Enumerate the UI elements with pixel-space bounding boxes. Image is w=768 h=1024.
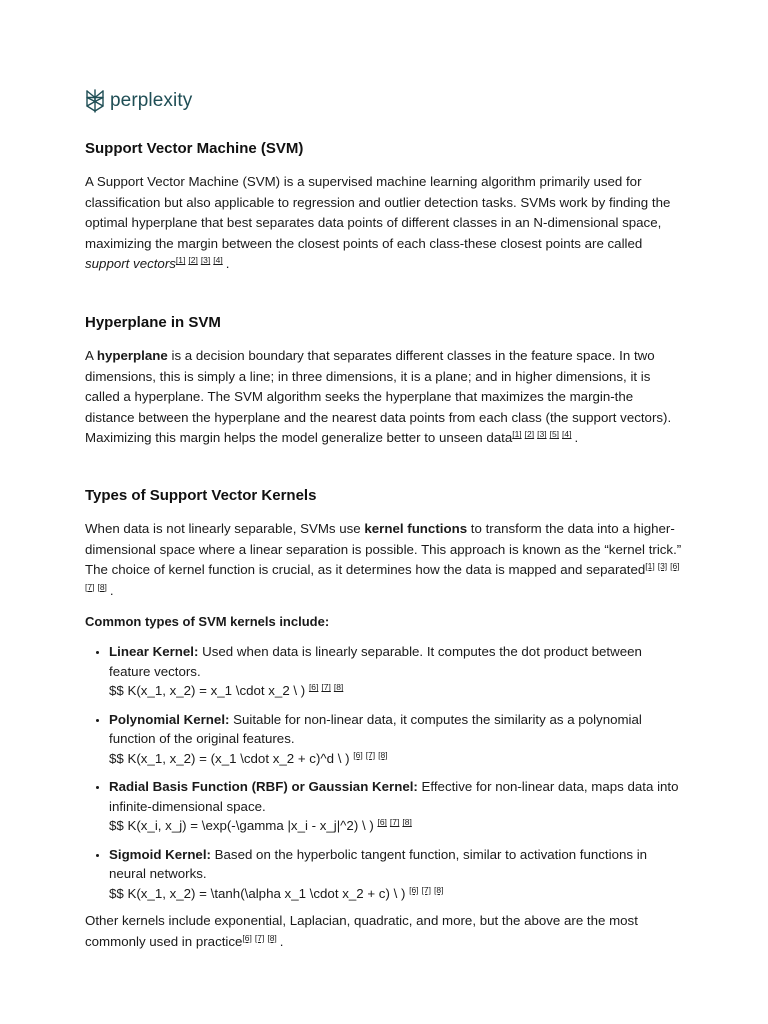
citation-link[interactable]: [3] [537,429,547,440]
citations [512,429,574,439]
item-description: Used when data is linearly separable. It computes the dot product between feature vectors. [109,644,642,679]
item-description: Suitable for non-linear data, it computes the similarity as a polynomial function of the original features. [109,711,642,747]
item-description: Effective for non-linear data, maps data into infinite-dimensional space. [109,779,679,814]
perplexity-logo-icon [85,89,105,113]
citation-link[interactable]: [8] [333,682,344,693]
citation-link[interactable]: [6] [242,932,252,943]
paragraph-text: A Support Vector Machine (SVM) is a supervised machine learning algorithm primarily used for classification but also applicable to regression and outlier detection tasks. SVMs work by finding the optimal hyperplane that best separates data points of different classes in an N-dimensional space, maximizing the margin between the closest points of each class-these closest points are called [85,174,671,251]
citations [242,933,279,943]
paragraph-other-kernels: Other kernels include exponential, Laplacian, quadratic, and more, but the above are the most commonly used in practice[6] [7] [8] . [85,913,638,949]
citation-link[interactable]: [3] [200,255,211,266]
list-item-rbf-kernel [109,777,685,836]
paragraph-text: to transform the data into a higher-dimensional space where a linear separation is possible. This approach is known as the “kernel trick.” The choice of kernel function is crucial, as it determines how the data is mapped and separated [85,520,682,578]
citation-link[interactable]: [6] [409,884,419,895]
paragraph-hyperplane: A hyperplane is a decision boundary that separates different classes in the feature space. In two dimensions, this is simply a line; in three dimensions, it is a plane; and in higher dimensions, it is called a hyperplane. The SVM algorithm seeks the hyperplane that maximizes the margin-the distance between the hyperplane and the nearest data points from each class (the support vectors). Maximizing this margin helps the model generalize better to unseen data[1] [2] [3] [5] [4] . [85,347,672,446]
citation-link[interactable]: [1] [512,429,522,440]
heading-kernels: Types of Support Vector Kernels [85,486,317,504]
citation-link[interactable]: [6] [308,682,319,693]
kernel-list [85,642,685,903]
item-formula: $$ K(x_1, x_2) = \tanh(\alpha x_1 \cdot x_2 + c) \ ) [109,885,406,901]
citation-link[interactable]: [5] [549,429,560,440]
paragraph-text: is a decision boundary that separates different classes in the feature space. In two dimensions, this is simply a line; in three dimensions, it is a plane; and in higher dimensions, it is called a hyperplane. The SVM algorithm seeks the hyperplane that maximizes the margin-the distance between the hyperplane and the nearest data points from each class (the support vectors). Maximizing this margin helps the model generalize better to unseen data [85,347,672,446]
list-item-polynomial-kernel [109,710,685,769]
citation-link[interactable]: [8] [434,884,444,895]
citation-link[interactable]: [8] [378,749,388,760]
article-content [85,138,685,953]
heading-svm: Support Vector Machine (SVM) [85,140,304,157]
item-title: Radial Basis Function (RBF) or Gaussian Kernel: [109,779,418,795]
citations [409,885,446,895]
heading-hyperplane: Hyperplane in SVM [85,313,221,331]
item-description: Based on the hyperbolic tangent function, similar to activation functions in neural networks. [109,846,648,882]
citations [353,750,390,760]
bold-hyperplane: hyperplane [96,347,168,363]
citation-link[interactable]: [8] [97,581,107,592]
citations [309,682,346,692]
citation-link[interactable]: [7] [321,682,331,693]
citation-link[interactable]: [7] [365,749,376,760]
item-formula: $$ K(x_i, x_j) = \exp(-\gamma |x_i - x_j|^2) \ ) [109,818,374,834]
citation-link[interactable]: [7] [421,884,431,895]
item-title: Polynomial Kernel: [109,711,230,727]
emphasis-support-vectors: support vectors [85,256,176,272]
list-item-linear-kernel [109,642,685,701]
item-formula: $$ K(x_1, x_2) = (x_1 \cdot x_2 + c)^d \ ) [109,750,350,766]
citation-link[interactable]: [4] [562,429,572,440]
perplexity-logo [85,89,192,113]
citation-link[interactable]: [1] [175,255,186,266]
citation-link[interactable]: [1] [645,561,655,572]
citation-link[interactable]: [7] [85,581,95,592]
item-title: Linear Kernel: [109,644,199,660]
citations [176,255,226,265]
paragraph-kernels: When data is not linearly separable, SVMs use kernel functions to transform the data into a higher-dimensional space where a linear separation is possible. This approach is known as the “kernel trick.” The choice of kernel function is crucial, as it determines how the data is mapped and separated[1] [3] [6][7] [8] . [85,520,682,598]
citation-link[interactable]: [6] [670,561,680,572]
kernel-list-intro: Common types of SVM kernels include: [85,614,330,630]
citation-link[interactable]: [3] [657,561,668,572]
citation-link[interactable]: [8] [402,817,412,828]
citation-link[interactable]: [7] [254,932,265,943]
list-item-sigmoid-kernel [109,845,685,904]
paragraph-text: When data is not linearly separable, SVMs use [85,520,365,536]
paragraph-text: Other kernels include exponential, Laplacian, quadratic, and more, but the above are the most commonly used in practice [85,913,638,949]
citation-link[interactable]: [2] [524,429,535,440]
paragraph-svm: A Support Vector Machine (SVM) is a supervised machine learning algorithm primarily used for classification but also applicable to regression and outlier detection tasks. SVMs work by finding the optimal hyperplane that best separates data points of different classes in an N-dimensional space, maximizing the margin between the closest points of each class-these closest points are called support vectors[1] [2] [3] [4] . [85,174,671,272]
citation-link[interactable]: [8] [267,932,277,943]
logo-text: perplexity [110,90,193,111]
bold-kernel-functions: kernel functions [364,520,468,536]
citation-link[interactable]: [2] [188,255,198,266]
citation-link[interactable]: [6] [377,817,387,828]
item-formula: $$ K(x_1, x_2) = x_1 \cdot x_2 \ ) [109,683,306,699]
item-title: Sigmoid Kernel: [109,846,211,862]
citations [377,817,414,827]
paragraph-text: A [85,347,97,363]
citation-link[interactable]: [4] [213,255,223,266]
citation-link[interactable]: [6] [353,749,363,760]
citation-link[interactable]: [7] [389,817,400,828]
